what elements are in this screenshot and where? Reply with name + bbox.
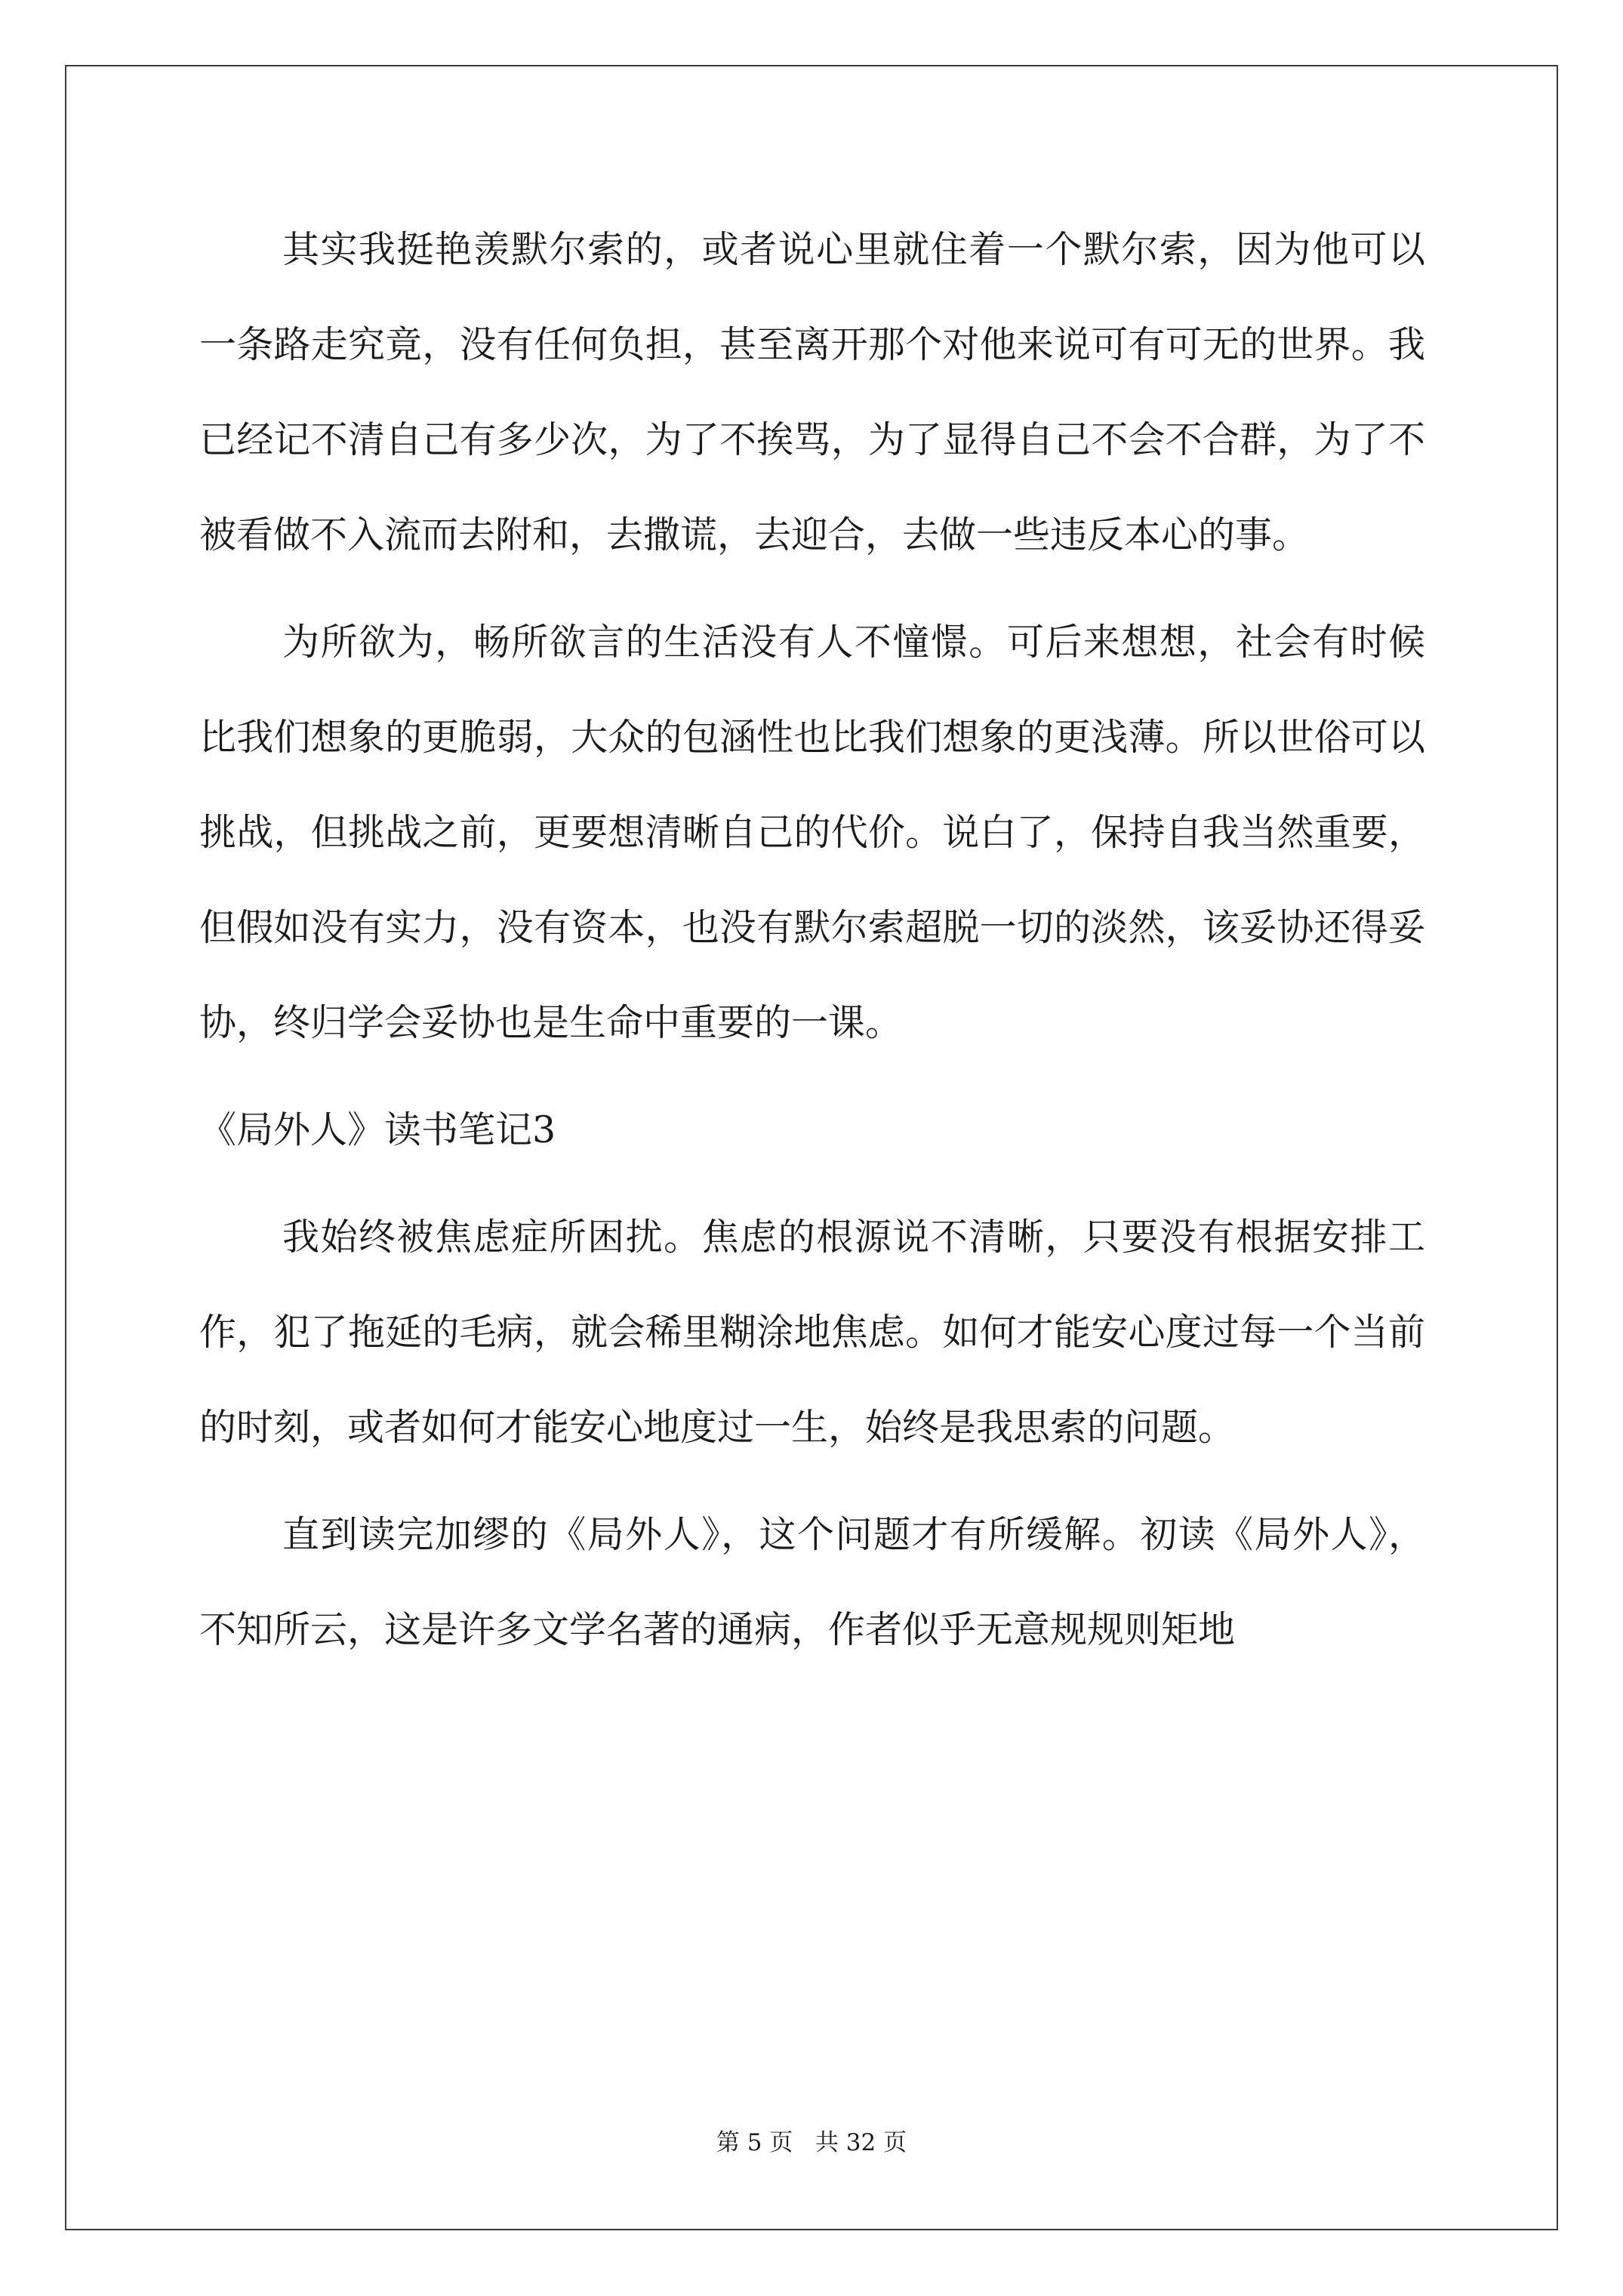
paragraph: 为所欲为，畅所欲言的生活没有人不憧憬。可后来想想，社会有时候比我们想象的更脆弱，大众的包涵性也比我们想象的更浅薄。所以世俗可以挑战，但挑战之前，更要想清晰自己的代价。说白了，保持自我当然重要，但假如没有实力，没有资本，也没有默尔索超脱一切的淡然，该妥协还得妥协，终归学会妥协也是生命中重要的一课。 bbox=[199, 621, 1425, 1044]
page-footer bbox=[0, 2123, 1623, 2157]
paragraph: 我始终被焦虑症所困扰。焦虑的根源说不清晰，只要没有根据安排工作，犯了拖延的毛病，就会稀里糊涂地焦虑。如何才能安心度过每一个当前的时刻，或者如何才能安心地度过一生，始终是我思索的问题。 bbox=[199, 1216, 1425, 1449]
section-heading: 《局外人》读书笔记3 bbox=[199, 1108, 556, 1151]
page-total: 共 32 页 bbox=[815, 2129, 907, 2156]
document-body bbox=[199, 202, 1425, 1690]
paragraph: 其实我挺艳羡默尔索的，或者说心里就住着一个默尔索，因为他可以一条路走究竟，没有任何负担，甚至离开那个对他来说可有可无的世界。我已经记不清自己有多少次，为了不挨骂，为了显得自己不会不合群，为了不被看做不入流而去附和，去撒谎，去迎合，去做一些违反本心的事。 bbox=[199, 228, 1425, 556]
paragraph: 直到读完加缪的《局外人》，这个问题才有所缓解。初读《局外人》，不知所云，这是许多文学名著的通病，作者似乎无意规规则矩地 bbox=[199, 1513, 1425, 1651]
page-number: 第 5 页 bbox=[716, 2129, 793, 2156]
